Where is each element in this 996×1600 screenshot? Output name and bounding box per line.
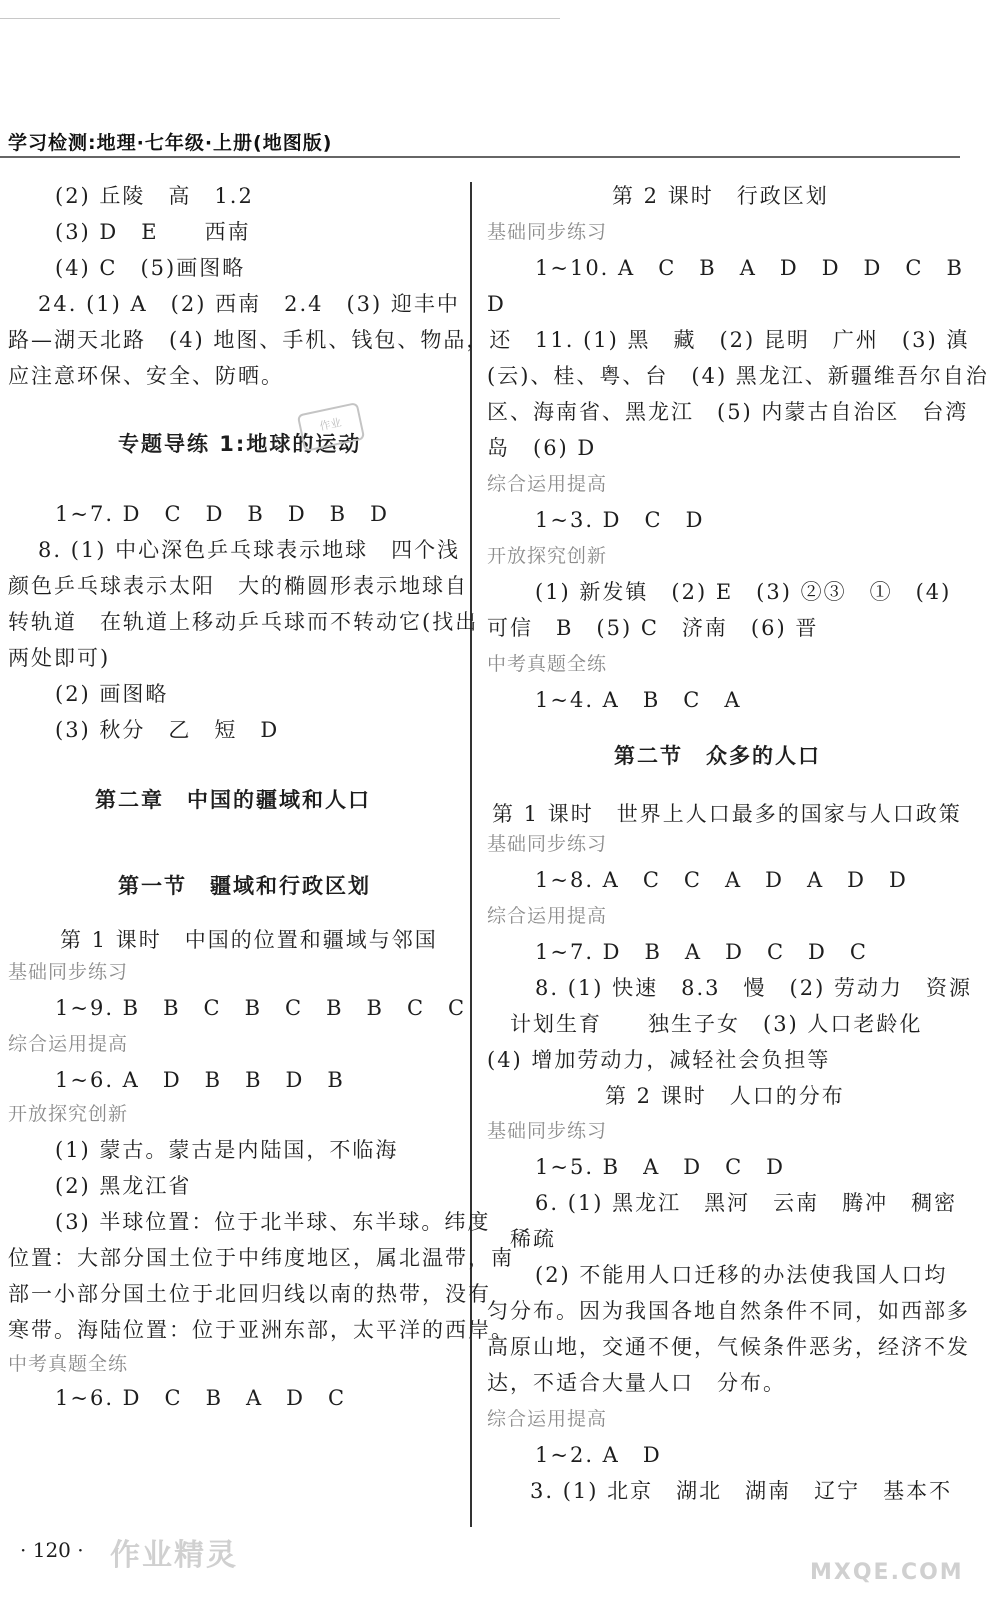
section-heading: 第二节 众多的人口 <box>614 744 821 768</box>
answer-line: 1~6. D C B A D C <box>55 1386 347 1410</box>
answer-line: 部一小部分国土位于北回归线以南的热带，没有 <box>8 1282 491 1306</box>
page-header: 学习检测:地理·七年级·上册(地图版) <box>8 132 333 154</box>
answer-line: (2) 画图略 <box>55 682 169 706</box>
answer-line: 6. (1) 黑龙江 黑河 云南 腾冲 稠密 <box>535 1191 958 1215</box>
answer-line: 1~2. A D <box>535 1443 662 1467</box>
answer-line: 第 2 课时 人口的分布 <box>605 1084 845 1108</box>
answer-line: D <box>487 292 506 316</box>
answer-line: 1~7. D B A D C D C <box>535 940 868 964</box>
answer-line: 1~5. B A D C D <box>535 1155 786 1179</box>
answer-line: (3) D E 西南 <box>55 220 251 244</box>
answer-line: 24. (1) A (2) 西南 2.4 (3) 迎丰中 <box>38 292 460 316</box>
answer-line: 8. (1) 中心深色乒乓球表示地球 四个浅 <box>38 538 461 562</box>
answer-line: 第 1 课时 中国的位置和疆域与邻国 <box>60 928 438 952</box>
header-rule <box>0 156 960 158</box>
answer-line: 高原山地，交通不便，气候条件恶劣，经济不发 <box>487 1335 970 1359</box>
answer-line: 计划生育 独生子女 (3) 人口老龄化 <box>510 1012 923 1036</box>
answer-line: (2) 不能用人口迁移的办法使我国人口均 <box>535 1263 948 1287</box>
section-label: 基础同步练习 <box>487 221 608 243</box>
watermark-text: 作业精灵 <box>110 1538 238 1573</box>
answer-line: 寒带。海陆位置：位于亚洲东部，太平洋的西岸。 <box>8 1318 514 1342</box>
section-label: 中考真题全练 <box>487 653 608 675</box>
section-label: 综合运用提高 <box>8 1033 129 1055</box>
section-label: 开放探究创新 <box>8 1103 129 1125</box>
section-heading: 第二章 中国的疆域和人口 <box>95 788 371 812</box>
answer-line: 匀分布。因为我国各地自然条件不同，如西部多 <box>487 1299 970 1323</box>
answer-line: 11. (1) 黑 藏 (2) 昆明 广州 (3) 滇 <box>535 328 970 352</box>
section-label: 中考真题全练 <box>8 1353 129 1375</box>
answer-line: (2) 丘陵 高 1.2 <box>55 184 254 208</box>
answer-line: 可信 B (5) C 济南 (6) 晋 <box>487 616 819 640</box>
answer-line: 位置：大部分国土位于中纬度地区，属北温带，南 <box>8 1246 514 1270</box>
answer-line: 8. (1) 快速 8.3 慢 (2) 劳动力 资源 <box>535 976 972 1000</box>
section-label: 基础同步练习 <box>8 961 129 983</box>
section-label: 综合运用提高 <box>487 473 608 495</box>
answer-line: (4) 增加劳动力，减轻社会负担等 <box>487 1048 831 1072</box>
answer-line: 1~4. A B C A <box>535 688 742 712</box>
top-rule <box>0 18 560 19</box>
answer-line: 两处即可) <box>8 646 111 670</box>
answer-line: 颜色乒乓球表示太阳 大的椭圆形表示地球自 <box>8 574 468 598</box>
section-label: 综合运用提高 <box>487 905 608 927</box>
section-label: 基础同步练习 <box>487 833 608 855</box>
answer-line: 达，不适合大量人口 分布。 <box>487 1371 786 1395</box>
section-label: 基础同步练习 <box>487 1120 608 1142</box>
answer-line: 1~8. A C C A D A D D <box>535 868 908 892</box>
answer-line: 路—湖天北路 (4) 地图、手机、钱包、物品，还 <box>8 328 513 352</box>
answer-line: (云)、桂、粤、台 (4) 黑龙江、新疆维吾尔自治 <box>487 364 989 388</box>
watermark-site: MXQE.COM <box>810 1560 964 1585</box>
answer-line: 岛 (6) D <box>487 436 597 460</box>
answer-line: 1~6. A D B B D B <box>55 1068 345 1092</box>
section-heading: 专题导练 1:地球的运动 <box>118 432 362 456</box>
section-heading: 第一节 疆域和行政区划 <box>118 874 371 898</box>
answer-line: (1) 蒙古。蒙古是内陆国，不临海 <box>55 1138 399 1162</box>
answer-line: 1~10. A C B A D D D C B <box>535 256 964 280</box>
answer-line: 稀疏 <box>510 1227 556 1251</box>
page-number: · 120 · <box>20 1538 84 1562</box>
answer-line: 1~7. D C D B D B D <box>55 502 389 526</box>
answer-line: 区、海南省、黑龙江 (5) 内蒙古自治区 台湾 <box>487 400 969 424</box>
answer-line: (3) 秋分 乙 短 D <box>55 718 280 742</box>
answer-line: (4) C (5)画图略 <box>55 256 246 280</box>
answer-line: 1~9. B B C B C B B C C <box>55 996 467 1020</box>
section-label: 开放探究创新 <box>487 545 608 567</box>
answer-line: 3. (1) 北京 湖北 湖南 辽宁 基本不 <box>530 1479 953 1503</box>
answer-line: (1) 新发镇 (2) E (3) ②③ ① (4) <box>535 580 952 604</box>
answer-line: 转轨道 在轨道上移动乒乓球而不转动它(找出 <box>8 610 479 634</box>
answer-line: 1~3. D C D <box>535 508 705 532</box>
answer-line: (2) 黑龙江省 <box>55 1174 192 1198</box>
answer-line: 第 1 课时 世界上人口最多的国家与人口政策 <box>492 802 962 826</box>
stamp-mark: 作业 <box>297 402 366 452</box>
answer-line: (3) 半球位置：位于北半球、东半球。纬度 <box>55 1210 491 1234</box>
answer-line: 应注意环保、安全、防晒。 <box>8 364 284 388</box>
section-label: 综合运用提高 <box>487 1408 608 1430</box>
answer-line: 第 2 课时 行政区划 <box>612 184 829 208</box>
